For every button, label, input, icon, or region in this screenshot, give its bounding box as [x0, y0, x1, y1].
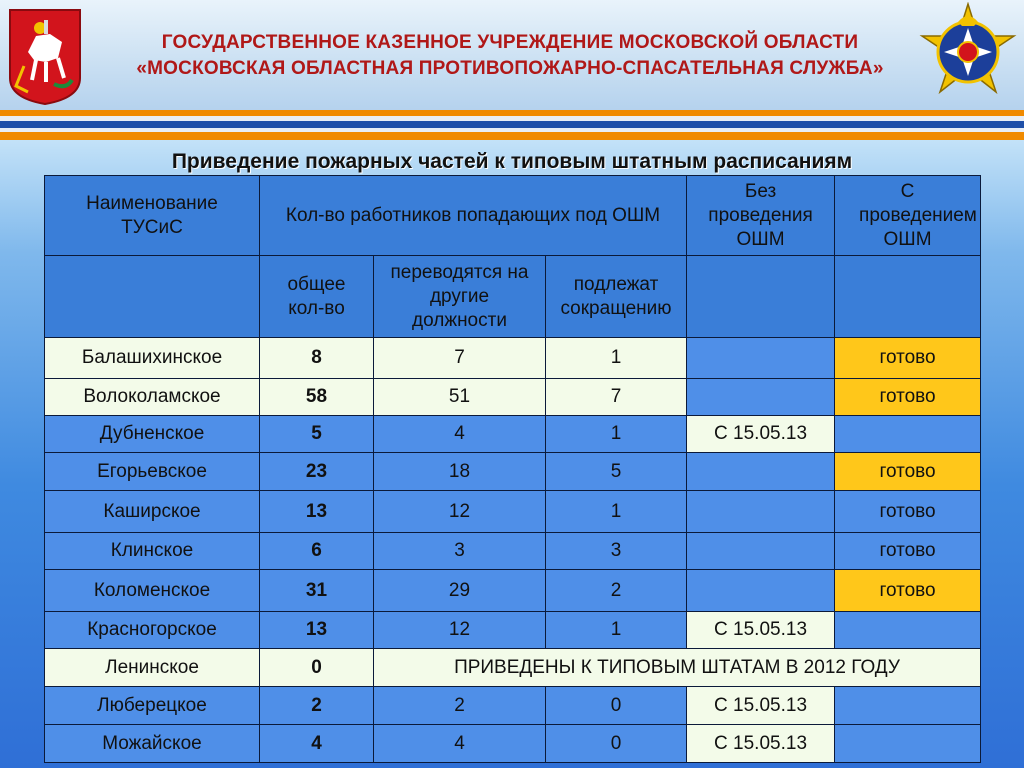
header-banner	[0, 0, 1024, 110]
table-row	[45, 453, 981, 491]
row-total: 6	[260, 533, 374, 570]
row-name: Каширское	[45, 491, 260, 533]
row-with: готово	[835, 453, 981, 491]
row-name: Балашихинское	[45, 338, 260, 379]
row-without	[687, 338, 835, 379]
row-without: С 15.05.13	[687, 416, 835, 453]
table-row	[45, 725, 981, 763]
row-name: Люберецкое	[45, 687, 260, 725]
row-total: 58	[260, 379, 374, 416]
row-total: 2	[260, 687, 374, 725]
row-without: С 15.05.13	[687, 725, 835, 763]
row-name: Клинское	[45, 533, 260, 570]
row-cut: 1	[546, 612, 687, 649]
row-name: Ленинское	[45, 649, 260, 687]
subheader-total: общее кол-во	[260, 256, 374, 338]
row-merged-note: ПРИВЕДЕНЫ К ТИПОВЫМ ШТАТАМ В 2012 ГОДУ	[374, 649, 981, 687]
row-total: 13	[260, 612, 374, 649]
table-header-row	[45, 176, 981, 256]
table-row	[45, 612, 981, 649]
row-transfer: 2	[374, 687, 546, 725]
row-name: Дубненское	[45, 416, 260, 453]
subheader-empty	[45, 256, 260, 338]
row-name: Волоколамское	[45, 379, 260, 416]
row-without	[687, 491, 835, 533]
row-name: Коломенское	[45, 570, 260, 612]
organization-title-line-1: ГОСУДАРСТВЕННОЕ КАЗЕННОЕ УЧРЕЖДЕНИЕ МОСКОВСКОЙ ОБЛАСТИ	[161, 32, 859, 53]
row-without: С 15.05.13	[687, 687, 835, 725]
row-transfer: 4	[374, 725, 546, 763]
table-row	[45, 416, 981, 453]
row-with	[835, 725, 981, 763]
row-cut: 2	[546, 570, 687, 612]
row-without: С 15.05.13	[687, 612, 835, 649]
subheader-empty-without	[687, 256, 835, 338]
row-without	[687, 453, 835, 491]
row-transfer: 18	[374, 453, 546, 491]
row-total: 4	[260, 725, 374, 763]
row-cut: 3	[546, 533, 687, 570]
table-row	[45, 687, 981, 725]
header-without-oshm: Без проведения ОШМ	[687, 176, 835, 256]
row-with: готово	[835, 379, 981, 416]
row-total: 8	[260, 338, 374, 379]
row-transfer: 7	[374, 338, 546, 379]
row-total: 23	[260, 453, 374, 491]
row-total: 13	[260, 491, 374, 533]
row-with: готово	[835, 491, 981, 533]
subheader-transfer: переводятся на другие должности	[374, 256, 546, 338]
row-transfer: 29	[374, 570, 546, 612]
row-name: Егорьевское	[45, 453, 260, 491]
table-row	[45, 649, 981, 687]
row-with	[835, 612, 981, 649]
row-cut: 7	[546, 379, 687, 416]
table-row	[45, 533, 981, 570]
row-with	[835, 687, 981, 725]
row-cut: 1	[546, 338, 687, 379]
table-row	[45, 491, 981, 533]
row-total: 31	[260, 570, 374, 612]
row-transfer: 3	[374, 533, 546, 570]
row-transfer: 12	[374, 612, 546, 649]
row-without	[687, 570, 835, 612]
organization-title-line-2: «МОСКОВСКАЯ ОБЛАСТНАЯ ПРОТИВОПОЖАРНО-СПАСАТЕЛЬНАЯ СЛУЖБА»	[136, 58, 884, 79]
row-cut: 0	[546, 725, 687, 763]
table-subheader-row	[45, 256, 981, 338]
row-without	[687, 533, 835, 570]
row-cut: 5	[546, 453, 687, 491]
header-count-group: Кол-во работников попадающих под ОШМ	[260, 176, 687, 256]
staffing-table	[44, 175, 981, 763]
row-cut: 1	[546, 491, 687, 533]
row-cut: 1	[546, 416, 687, 453]
table-row	[45, 379, 981, 416]
row-with: готово	[835, 338, 981, 379]
row-with: готово	[835, 533, 981, 570]
subheader-empty-with	[835, 256, 981, 338]
header-divider-stripes	[0, 110, 1024, 140]
row-cut: 0	[546, 687, 687, 725]
moscow-region-coat-of-arms-icon	[6, 6, 84, 106]
header-with-oshm: С проведением ОШМ	[835, 176, 981, 256]
row-without	[687, 379, 835, 416]
header-name: Наименование ТУСиС	[45, 176, 260, 256]
subheader-cut: подлежат сокращению	[546, 256, 687, 338]
organization-title	[100, 30, 920, 82]
row-total: 5	[260, 416, 374, 453]
row-transfer: 12	[374, 491, 546, 533]
row-transfer: 51	[374, 379, 546, 416]
table-row	[45, 338, 981, 379]
table-row	[45, 570, 981, 612]
row-total: 0	[260, 649, 374, 687]
fire-rescue-emblem-icon	[918, 2, 1018, 106]
row-transfer: 4	[374, 416, 546, 453]
row-name: Можайское	[45, 725, 260, 763]
row-name: Красногорское	[45, 612, 260, 649]
row-with	[835, 416, 981, 453]
row-with: готово	[835, 570, 981, 612]
page-title: Приведение пожарных частей к типовым штатным расписаниям	[171, 150, 853, 173]
